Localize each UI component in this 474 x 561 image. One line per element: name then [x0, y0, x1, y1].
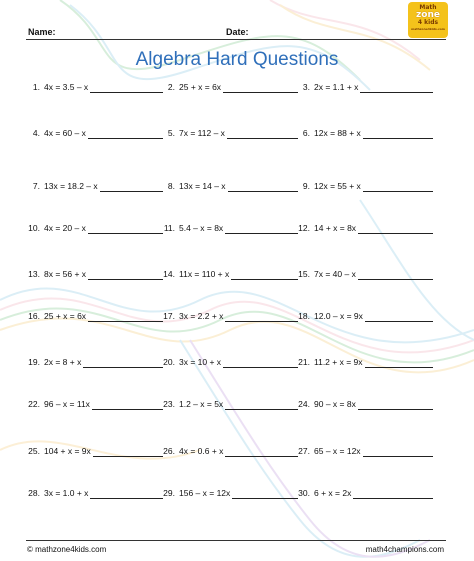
problem-equation: 5.4 – x = 8x — [179, 223, 224, 233]
problem-number: 9. — [302, 181, 310, 191]
answer-blank[interactable] — [227, 138, 298, 139]
answer-blank[interactable] — [363, 138, 433, 139]
answer-blank[interactable] — [225, 456, 298, 457]
problem-equation: 25 + x = 6x — [44, 311, 87, 321]
problem-equation: 4x = 60 – x — [44, 128, 86, 138]
name-label: Name: — [28, 27, 56, 37]
problem-number: 12. — [298, 223, 310, 233]
problem-number: 18. — [298, 311, 310, 321]
problem-equation: 3x = 10 + x — [179, 357, 222, 367]
footer-copyright: © mathzone4kids.com — [27, 545, 107, 554]
problem-item — [157, 181, 298, 195]
problem-number: 1. — [32, 82, 40, 92]
problem-item — [22, 128, 163, 142]
problem-item — [292, 488, 433, 502]
problem-equation: 156 – x = 12x — [179, 488, 231, 498]
problem-item — [292, 399, 433, 413]
problem-item — [157, 128, 298, 142]
problem-number: 6. — [302, 128, 310, 138]
problem-item — [292, 82, 433, 96]
logo-text-zone: zone — [416, 10, 440, 20]
answer-blank[interactable] — [83, 367, 163, 368]
answer-blank[interactable] — [90, 498, 163, 499]
problem-number: 16. — [28, 311, 40, 321]
problem-equation: 104 + x = 9x — [44, 446, 91, 456]
logo-text-math: Math — [419, 4, 437, 11]
answer-blank[interactable] — [88, 138, 163, 139]
problem-number: 28. — [28, 488, 40, 498]
problem-number: 22. — [28, 399, 40, 409]
problem-item — [22, 311, 163, 325]
problem-equation: 7x = 112 – x — [179, 128, 225, 138]
problem-item — [292, 128, 433, 142]
problem-number: 7. — [32, 181, 40, 191]
problem-equation: 90 – x = 8x — [314, 399, 356, 409]
problem-equation: 4x = 20 – x — [44, 223, 86, 233]
answer-blank[interactable] — [223, 367, 298, 368]
answer-blank[interactable] — [228, 191, 298, 192]
answer-blank[interactable] — [358, 409, 433, 410]
problem-item — [157, 357, 298, 371]
answer-blank[interactable] — [225, 409, 298, 410]
problem-number: 8. — [167, 181, 175, 191]
header-divider — [26, 39, 446, 40]
problem-equation: 2x = 1.1 + x — [314, 82, 359, 92]
problem-item — [22, 488, 163, 502]
worksheet-header — [26, 27, 446, 39]
problem-number: 24. — [298, 399, 310, 409]
answer-blank[interactable] — [88, 321, 163, 322]
problem-equation: 3x = 2.2 + x — [179, 311, 224, 321]
problem-item — [22, 82, 163, 96]
problem-equation: 13x = 18.2 – x — [44, 181, 98, 191]
problem-number: 26. — [163, 446, 175, 456]
problem-item — [22, 269, 163, 283]
answer-blank[interactable] — [100, 191, 163, 192]
problem-number: 20. — [163, 357, 175, 367]
page-title: Algebra Hard Questions — [135, 49, 339, 70]
problem-item — [157, 399, 298, 413]
answer-blank[interactable] — [358, 279, 433, 280]
answer-blank[interactable] — [232, 498, 298, 499]
date-label: Date: — [226, 27, 249, 37]
problem-number: 3. — [302, 82, 310, 92]
problem-equation: 25 + x = 6x — [179, 82, 222, 92]
answer-blank[interactable] — [363, 456, 433, 457]
answer-blank[interactable] — [92, 409, 163, 410]
problem-equation: 14 + x = 8x — [314, 223, 357, 233]
problem-item — [22, 399, 163, 413]
problem-number: 10. — [28, 223, 40, 233]
answer-blank[interactable] — [223, 92, 298, 93]
logo-text-4kids: 4 kids — [417, 19, 439, 26]
problem-number: 27. — [298, 446, 310, 456]
problem-number: 11. — [163, 223, 175, 233]
problem-equation: 13x = 14 – x — [179, 181, 226, 191]
answer-blank[interactable] — [365, 367, 433, 368]
problem-item — [157, 446, 298, 460]
problem-number: 2. — [167, 82, 175, 92]
problem-equation: 11.2 + x = 9x — [314, 357, 363, 367]
problem-number: 13. — [28, 269, 40, 279]
problem-number: 15. — [298, 269, 310, 279]
problem-equation: 12.0 – x = 9x — [314, 311, 363, 321]
problem-item — [157, 223, 298, 237]
answer-blank[interactable] — [90, 92, 163, 93]
problem-item — [292, 311, 433, 325]
problem-item — [157, 311, 298, 325]
problem-equation: 8x = 56 + x — [44, 269, 87, 279]
answer-blank[interactable] — [358, 233, 433, 234]
answer-blank[interactable] — [225, 321, 298, 322]
problem-equation: 65 – x = 12x — [314, 446, 361, 456]
problem-equation: 3x = 1.0 + x — [44, 488, 89, 498]
problem-equation: 4x = 3.5 – x — [44, 82, 89, 92]
problem-number: 21. — [298, 357, 310, 367]
answer-blank[interactable] — [93, 456, 163, 457]
problem-number: 5. — [167, 128, 175, 138]
problem-item — [292, 446, 433, 460]
footer-website: math4champions.com — [365, 545, 444, 554]
problem-item — [157, 488, 298, 502]
problem-number: 29. — [163, 488, 175, 498]
answer-blank[interactable] — [88, 233, 163, 234]
problem-number: 23. — [163, 399, 175, 409]
problem-item — [22, 181, 163, 195]
problem-equation: 7x = 40 – x — [314, 269, 356, 279]
problem-equation: 1.2 – x = 5x — [179, 399, 224, 409]
problem-item — [22, 357, 163, 371]
problem-number: 19. — [28, 357, 40, 367]
problem-equation: 2x = 8 + x — [44, 357, 82, 367]
problem-number: 30. — [298, 488, 310, 498]
answer-blank[interactable] — [363, 191, 433, 192]
answer-blank[interactable] — [225, 233, 298, 234]
problem-number: 25. — [28, 446, 40, 456]
problem-number: 4. — [32, 128, 40, 138]
footer-divider — [26, 540, 446, 541]
problem-item — [292, 223, 433, 237]
problem-equation: 6 + x = 2x — [314, 488, 352, 498]
answer-blank[interactable] — [365, 321, 433, 322]
problem-equation: 4x = 0.6 + x — [179, 446, 224, 456]
problem-item — [292, 357, 433, 371]
problem-item — [292, 269, 433, 283]
answer-blank[interactable] — [231, 279, 298, 280]
problem-equation: 12x = 55 + x — [314, 181, 361, 191]
problem-item — [22, 446, 163, 460]
mathzone4kids-logo — [408, 2, 448, 38]
problem-item — [292, 181, 433, 195]
answer-blank[interactable] — [88, 279, 163, 280]
problem-item — [157, 269, 298, 283]
problem-item — [22, 223, 163, 237]
logo-text-url: mathzone4kids.com — [411, 27, 445, 31]
answer-blank[interactable] — [353, 498, 433, 499]
answer-blank[interactable] — [360, 92, 433, 93]
problem-item — [157, 82, 298, 96]
problem-number: 14. — [163, 269, 175, 279]
problem-number: 17. — [163, 311, 175, 321]
problem-equation: 96 – x = 11x — [44, 399, 90, 409]
problem-equation: 11x = 110 + x — [179, 269, 230, 279]
problem-equation: 12x = 88 + x — [314, 128, 361, 138]
